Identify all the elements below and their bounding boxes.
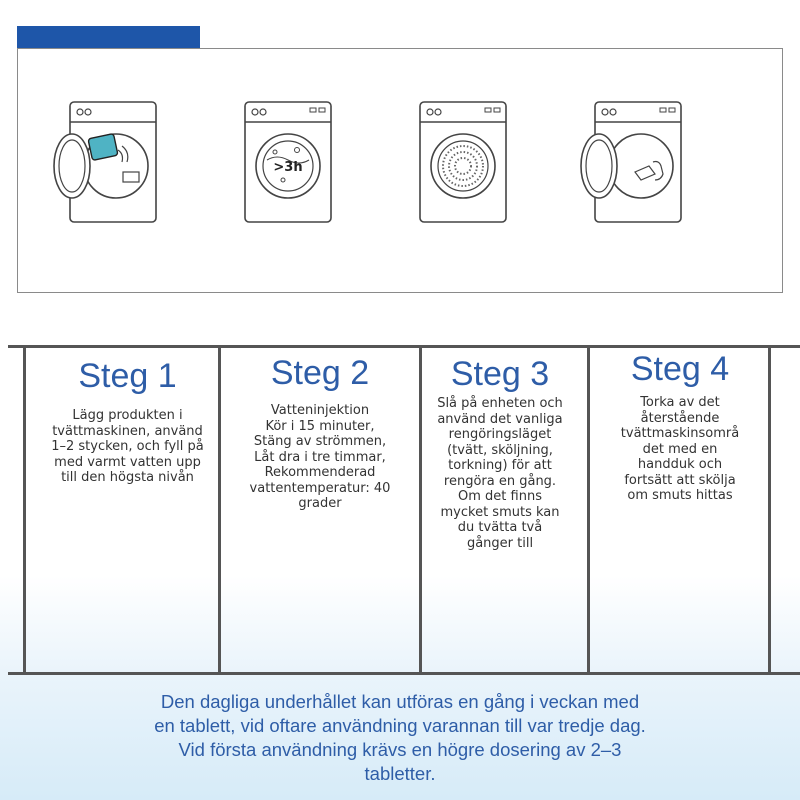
footer-note: Den dagliga underhållet kan utföras en gång i veckan med en tablett, vid oftare användning varannan till var tredje dag. Vid första användning krävs en högre dosering av 2–3 tabletter. xyxy=(154,691,646,784)
step-title: Steg 3 xyxy=(450,355,550,393)
washing-machine-step3-icon xyxy=(400,100,510,225)
step-description: Lägg produkten i tvättmaskinen, använd 1–2 stycken, och fyll på med varmt vatten upp till den högsta nivån xyxy=(51,408,204,485)
step-description: Torka av det återstående tvättmaskinsområ det med en handduk och fortsätt att skölja om smuts hittas xyxy=(620,395,740,503)
step-title: Steg 4 xyxy=(630,350,730,388)
step-column-3 xyxy=(425,354,575,551)
drum-time-label: >3h xyxy=(273,160,303,175)
column-divider xyxy=(23,345,26,675)
step-description: Slå på enheten och använd det vanliga rengöringsläget (tvätt, sköljning, torkning) för att rengöra en gång. Om det finns mycket smuts kan du tvätta två gånger till xyxy=(437,396,563,551)
washing-machine-step1-icon xyxy=(50,100,160,225)
washing-machine-step4-icon xyxy=(575,100,685,225)
step-column-1 xyxy=(40,356,215,486)
step-description: Vatteninjektion Kör i 15 minuter, Stäng av strömmen, Låt dra i tre timmar, Rekommenderad vattentemperatur: 40 grader xyxy=(249,403,391,511)
table-top-border xyxy=(8,345,800,348)
column-divider xyxy=(218,345,221,675)
column-divider xyxy=(419,345,422,675)
column-divider xyxy=(768,345,771,675)
step-title: Steg 1 xyxy=(78,357,177,395)
step-column-4 xyxy=(595,349,765,504)
table-bottom-border xyxy=(8,672,800,675)
column-divider xyxy=(587,345,590,675)
washing-machine-step2-icon xyxy=(225,100,335,225)
step-column-2 xyxy=(225,353,415,512)
step-title: Steg 2 xyxy=(270,354,370,392)
